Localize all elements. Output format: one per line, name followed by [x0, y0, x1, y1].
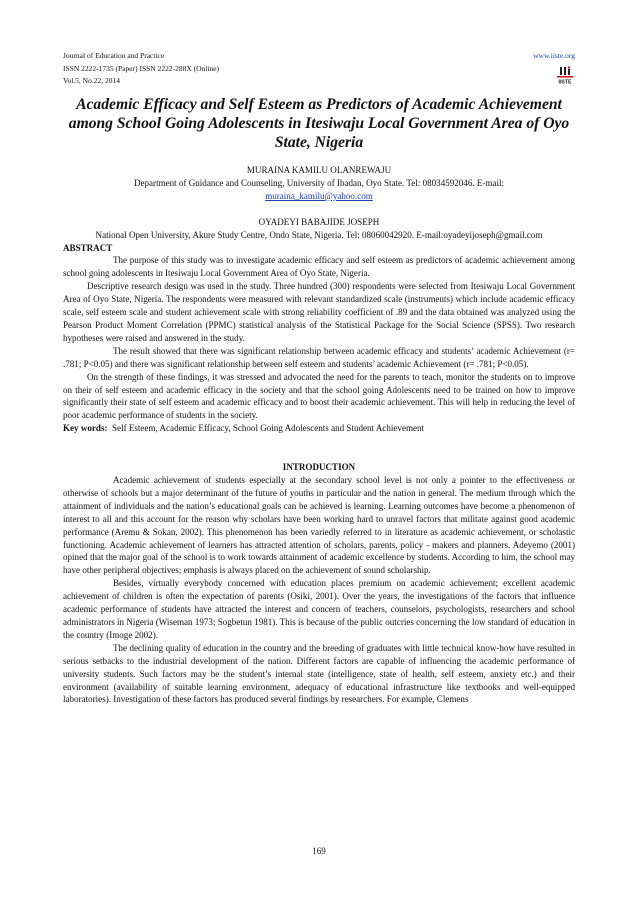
- abstract-paragraph: The result showed that there was significant relationship between academic efficacy and students’ academic Achievement (r= .781; P<0.05) and there was significant relationship between self esteem and students’ academic Achievement (r= .781; P<0.05).: [63, 345, 575, 369]
- paper-title: Academic Efficacy and Self Esteem as Predictors of Academic Achievement among School Going Adolescents in Itesiwaju Local Government Area of Oyo State, Nigeria: [68, 96, 570, 151]
- author-email-link-1[interactable]: muraina_kamilu@yahoo.com: [265, 190, 373, 201]
- journal-name: Journal of Education and Practice: [63, 51, 165, 60]
- abstract-paragraph: On the strength of these findings, it was stressed and advocated the need for the parents to teach, monitor the students on to improve on their of self esteem and academic efficacy in the society and that the school going Adolescents need to be trained on how to improve significantly their state of self esteem and academic efficacy and to boost their academic achievement. This will help in reducing the level of poor academic performance of students in the society.: [63, 371, 575, 421]
- page-number: 169: [312, 846, 326, 856]
- introduction-paragraph: The declining quality of education in the country and the breeding of graduates with little technical know-how have resulted in serious setbacks to the industrial development of the nation. Different factors are capable of influencing the academic performance of university students. Such factors may be the student’s internal state (intelligence, state of health, self esteem, anxiety etc.) and their environment (availability of suitable learning environment, adequacy of educational infrastructure like textbooks and well-equipped laboratories). Investigation of these factors has produced several findings by researchers. For example, Clemens: [63, 642, 575, 705]
- keywords: [63, 422, 575, 435]
- journal-header: [63, 50, 575, 88]
- abstract-paragraph: The purpose of this study was to investigate academic efficacy and self esteem as predictors of academic achievement among school going adolescents in Itesiwaju Local Government Area of Oyo State, Nigeria.: [63, 255, 575, 279]
- svg-text:IISTE: IISTE: [558, 79, 572, 85]
- author-affiliation-2: National Open University, Akure Study Centre, Ondo State, Nigeria. Tel: 08060042920. E-mail:oyadeyijoseph@gmail.com: [95, 229, 543, 240]
- abstract-paragraph: Descriptive research design was used in the study. Three hundred (300) respondents were selected from Itesiwaju Local Government Area of Oyo State, Nigeria. The respondents were measured with relevant standardized scale (instruments) which include academic efficacy scale, self esteem scale and student achievement scale with strong reliability coefficient of .89 and the data obtained was analyzed using the Pearson Product Moment Correlation (PPMC) statistical analysis of the Statistical Package for the Social Science (SPSS). Two research hypotheses were raised and answered in the study.: [63, 281, 575, 343]
- author-name-1: MURAINA KAMILU OLANREWAJU: [246, 165, 392, 175]
- keywords-label: Key words:: [63, 423, 108, 434]
- abstract-heading: ABSTRACT: [63, 242, 113, 253]
- iiste-logo: [555, 65, 575, 85]
- introduction-heading: INTRODUCTION: [282, 462, 356, 473]
- journal-url-link[interactable]: www.iiste.org: [533, 51, 575, 60]
- introduction-paragraph: Academic achievement of students especially at the secondary school level is not only a pointer to the effectiveness or otherwise of schools but a major determinant of the future of youths in particular and the nation in general. The medium through which the attainment of individuals and the nation’s educational goals can be achieved is learning. Learning outcomes have become a phenomenon of interest to all and this account for the reason why scholars have been working hard to unravel factors that militate against good academic performance (Aremu & Sokan, 2002). This phenomenon has been variedly referred to in literature as academic achievement, or scholastic functioning. Academic achievement of learners has attracted attention of scholars, parents, policy - makers and planners. Adeyemo (2001) opined that the major goal of the school is to work towards attainment of academic excellence by students. According to him, the school may have other peripheral objectives; emphasis is always placed on the achievement of sound scholarship.: [63, 475, 575, 576]
- paper-body: [63, 164, 575, 706]
- journal-volume: Vol.5, No.22, 2014: [63, 76, 120, 85]
- author-name-2: OYADEYI BABAJIDE JOSEPH: [258, 216, 380, 227]
- keywords-text: Self Esteem, Academic Efficacy, School Going Adolescents and Student Achievement: [112, 423, 425, 434]
- journal-issn: ISSN 2222-1735 (Paper) ISSN 2222-288X (Online): [63, 63, 220, 73]
- introduction-paragraph: Besides, virtually everybody concerned with education places premium on academic achievement; excellent academic achievement of children is often the expectation of parents (Osiki, 2001). Over the years, the investigations of the factors that influence academic performance of students have attracted the interest and concern of teachers, counselors, psychologists, researchers and school administrators in Nigeria (Wiseman 1973; Sogbetun 1981). This is because of the public outcries concerning the low standard of education in the country (Imoge 2002).: [63, 578, 575, 640]
- author-affiliation-1: Department of Guidance and Counseling, University of Ibadan, Oyo State. Tel: 08034592046. E-mail: muraina_kamilu@yahoo.com: [133, 177, 505, 201]
